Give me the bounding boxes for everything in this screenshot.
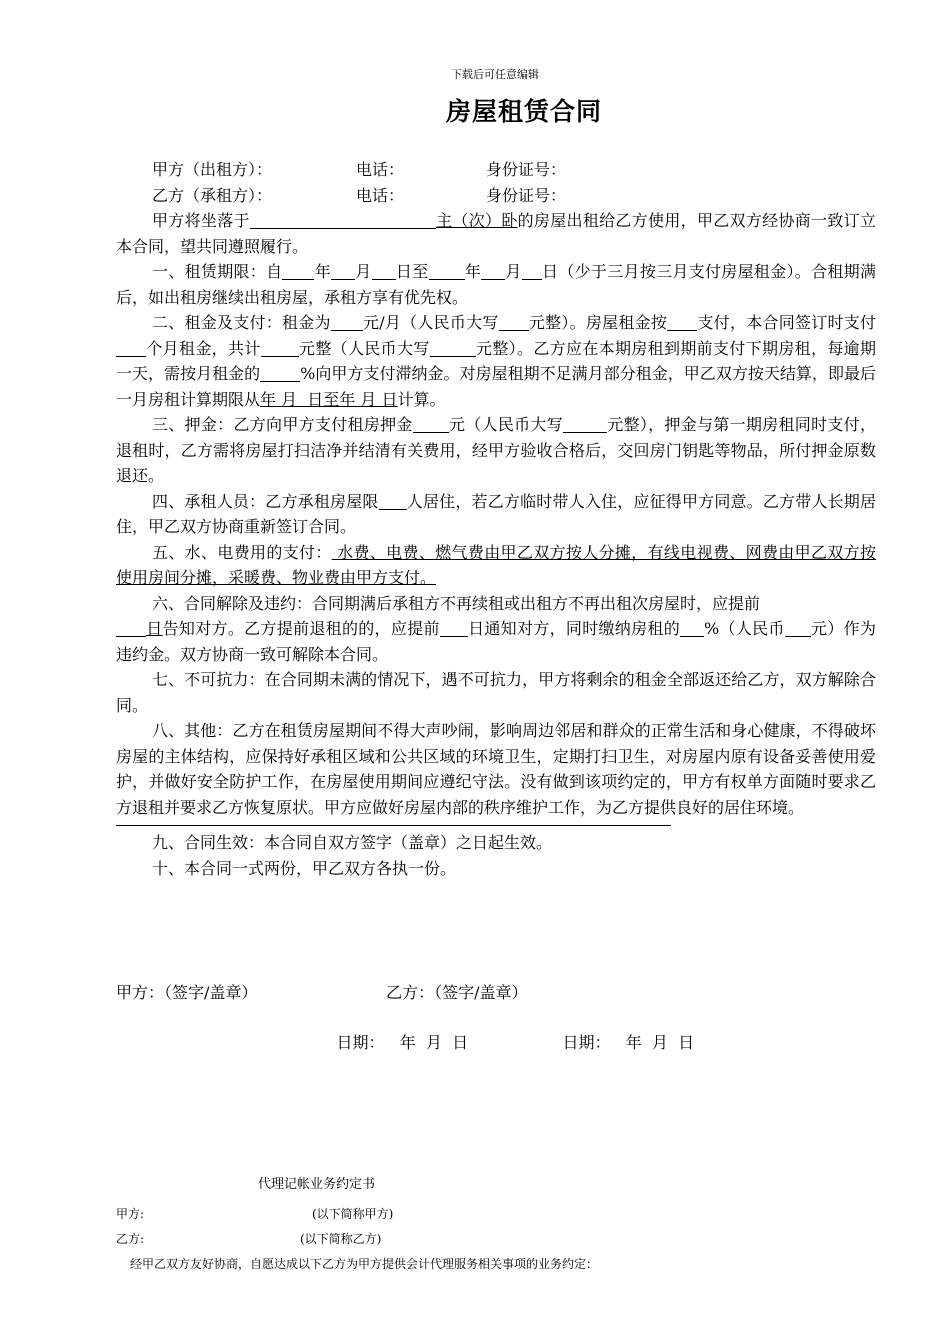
clause-8: 八、其他：乙方在租赁房屋期间不得大声吵闹，影响周边邻居和群众的正常生活和身心健康，不得破坏房屋的主体结构，应保持好承租区域和公共区域的环境卫生，定期打扫卫生，对房屋内原有设备妥善使用爱护，并做好安全防护工作，在房屋使用期间应遵纪守法。没有做到该项约定的，甲方有权单方面随时要求乙方退租并要求乙方恢复原状。甲方应做好房屋内部的秩序维护工作，为乙方提供良好的居住环境。 (116, 721, 876, 817)
clause-6: 六、合同解除及违约：合同期满后承租方不再续租或出租方不再出租次房屋时，应提前 (152, 593, 761, 613)
room-type: 主（次）卧 (435, 211, 518, 230)
header-note: 下载后可任意编辑 (451, 68, 539, 81)
party-b-phone-label: 电话： (356, 185, 405, 205)
party-a-label: 甲方（出租方）： (152, 160, 273, 179)
signature-block (116, 980, 694, 1080)
clause-5: 五、水、电费用的支付： 水费、电费、燃气费由甲乙双方按人分摊，有线电视费、网费由甲乙双方按使用房间分摊，采暖费、物业费由甲方支付。 (116, 542, 876, 587)
next-intro: 经甲乙双方友好协商，自愿达成以下乙方为甲方提供会计代理服务相关事项的业务约定： (130, 1257, 599, 1271)
page-title: 房屋租赁合同 (445, 97, 602, 126)
clause-4: 四、承租人员：乙方承租房屋限 人居住，若乙方临时带人入住，应征得甲方同意。乙方带人长期居住，甲乙双方协商重新签订合同。 (116, 491, 876, 536)
utilities-terms: 水费、电费、燃气费由甲乙双方按人分摊，有线电视费、网费由甲乙双方按使用房间分摊，采暖费、物业费由甲方支付。 (116, 542, 876, 587)
party-a-signature: 甲方：（签字/盖章） (116, 983, 258, 1002)
clause-1: 一、租赁期限：自 年 月 日至 年 月 日（少于三月按三月支付房屋租金）。合租期满后，如出租房继续出租房屋，承租方享有优先权。 (116, 262, 876, 307)
last-month-period-end: 年 月 日 (339, 389, 398, 409)
clause-10: 十、本合同一式两份，甲乙双方各执一份。 (152, 858, 457, 878)
clause-3: 三、押金：乙方向甲方支付租房押金 元（人民币大写 元整），押金与第一期房租同时支付，退租时，乙方需将房屋打扫洁净并结清有关费用，经甲方验收合格后，交回房门钥匙等物品，所付押金原数退还。 (116, 415, 876, 485)
clause-6-cont: 日告知对方。乙方提前退租的的，应提前 日通知对方，同时缴纳房租的 %（人民币 元）作为违约金。双方协商一致可解除本合同。 (116, 619, 876, 664)
next-document-title: 代理记帐业务约定书 (258, 1177, 376, 1192)
party-a-id-label: 身份证号： (486, 160, 567, 179)
next-party-a-note: (以下简称甲方) (312, 1207, 394, 1221)
next-party-b-label: 乙方: (116, 1232, 145, 1246)
clause-7: 七、不可抗力：在合同期未满的情况下，遇不可抗力，甲方将剩余的租金全部返还给乙方，双方解除合同。 (116, 670, 876, 715)
party-b-signature: 乙方：（签字/盖章） (386, 983, 528, 1002)
last-month-period-start: 年 月 日至 (260, 389, 340, 409)
party-b-label: 乙方（承租方）： (152, 185, 273, 205)
party-a-date: 日期： 年 月 日 (336, 1033, 469, 1052)
next-party-a-label: 甲方: (116, 1207, 145, 1221)
party-b-id-label: 身份证号： (486, 185, 567, 205)
next-party-b-note: (以下简称乙方) (300, 1232, 382, 1246)
intro-paragraph: 甲方将坐落于 主（次）卧的房屋出租给乙方使用，甲乙双方经协商一致订立本合同，望共同遵照履行。 (116, 211, 876, 256)
contract-body (116, 157, 876, 881)
party-b-row (116, 183, 876, 209)
party-a-phone-label: 电话： (356, 160, 405, 179)
clause-2: 二、租金及支付：租金为 元/月（人民币大写 元整）。房屋租金按 支付，本合同签订时支付个月租金，共计 元整（人民币大写 元整）。乙方应在本期房租到期前支付下期房租，每逾期一天，需按月租金的 %向甲方支付滞纳金。对房屋租期不足满月部分租金，甲乙双方按天结算，即最后一月房租计算期限从年 月 日至年 月 日计算。 (116, 313, 876, 409)
clause-9: 九、合同生效：本合同自双方签字（盖章）之日起生效。 (152, 833, 553, 852)
party-a-row (116, 157, 876, 183)
divider-line (116, 825, 671, 826)
party-b-date: 日期： 年 月 日 (562, 1033, 695, 1052)
